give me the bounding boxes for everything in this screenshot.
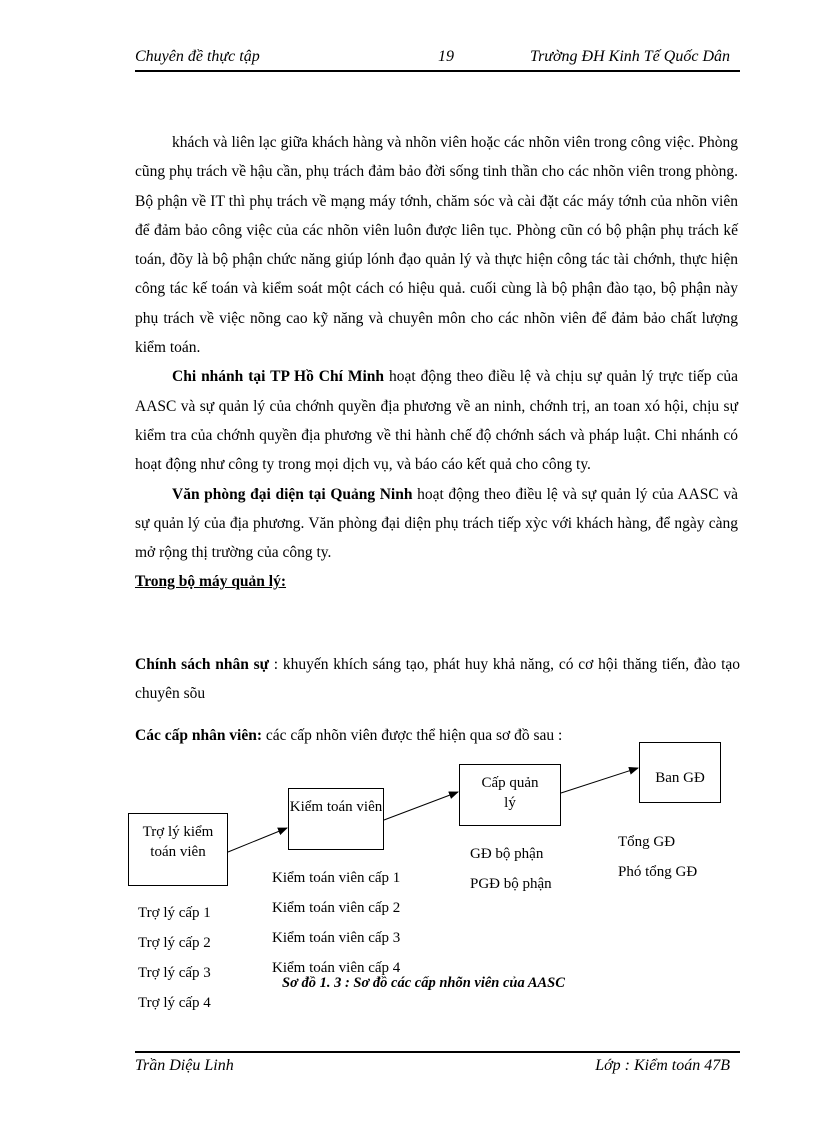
ktv-level-2: Kiểm toán viên cấp 2 (272, 900, 401, 916)
box-tro-ly-kiem-toan-vien: Trợ lý kiểm toán viên (128, 813, 228, 886)
tro-ly-level-4: Trợ lý cấp 4 (138, 995, 211, 1011)
box-ban-gd: Ban GĐ (639, 742, 721, 803)
header-right: Trường ĐH Kinh Tế Quốc Dân (530, 48, 730, 65)
tro-ly-level-3: Trợ lý cấp 3 (138, 965, 211, 981)
arrow-troly-to-ktv (228, 828, 287, 852)
footer-rule (135, 1051, 740, 1053)
header-left: Chuyên đề thực tập (135, 48, 260, 65)
page-number: 19 (438, 48, 454, 65)
policy-lead: Chính sách nhân sự (135, 656, 269, 673)
paragraph-1: khách và liên lạc giữa khách hàng và nhõn viên hoặc các nhõn viên trong công việc. Phòng cũng phụ trách về hậu cần, phụ trách đảm bảo đời sống tinh thần cho các nhõn viên trong phòng. Bộ phận về IT thì phụ trách về mạng máy tớnh, chăm sóc và cài đặt các máy tớnh của nhõn viên để đảm bảo công việc của các nhõn viên luôn được liên tục. Phòng cũn có bộ phận phụ trách kế toán, đõy là bộ phận chức năng giúp lónh đạo quản lý và thực hiện công tác tài chớnh, thực hiện công tác kế toán và kiểm soát một cách có hiệu quả. cuối cùng là bộ phận đào tạo, bộ phận này phụ trách về việc nõng cao kỹ năng và chuyên môn cho các nhõn viên để đảm bảo chất lượng kiểm toán. (135, 134, 738, 357)
levels-lead: Các cấp nhân viên: (135, 727, 263, 744)
policy-body: : khuyến khích sáng tạo, phát huy khả năng, có cơ hội thăng tiến, đào tạo chuyên sõu (135, 656, 741, 702)
paragraph-2-lead: Chi nhánh tại TP Hồ Chí Minh (172, 368, 385, 386)
arrow-ktv-to-quanly (384, 792, 458, 820)
paragraph-3-lead: Văn phòng đại diện tại Quảng Ninh (172, 485, 413, 503)
paragraph-3-body: hoạt động theo điều lệ và sự quản lý của AASC và sự quản lý của địa phương. Văn phòng đại diện phụ trách tiếp xỳc với khách hàng, để ngày càng mở rộng thị trường của công ty. (135, 485, 738, 562)
quan-ly-level-1: GĐ bộ phận (470, 846, 544, 862)
tro-ly-level-2: Trợ lý cấp 2 (138, 935, 211, 951)
paragraph-2-body: hoạt động theo điều lệ và chịu sự quản lý trực tiếp của AASC và sự quản lý của chớnh quyền địa phương về an ninh, chớnh trị, an toan xó hội, chịu sự kiểm tra của chớnh quyền địa phương về thi hành chế độ chớnh sách và pháp luật. Chi nhánh có hoạt động như công ty trong mọi dịch vụ, và báo cáo kết quả cho công ty. (135, 368, 738, 474)
box-cap-quan-ly: Cấp quản lý (459, 764, 561, 826)
quan-ly-level-2: PGĐ bộ phận (470, 876, 552, 892)
ban-gd-level-1: Tổng GĐ (618, 834, 676, 850)
tro-ly-level-1: Trợ lý cấp 1 (138, 905, 211, 921)
diagram-caption: Sơ đồ 1. 3 : Sơ đồ các cấp nhõn viên của AASC (282, 975, 565, 991)
section-heading: Trong bộ máy quản lý: (135, 573, 287, 591)
arrow-quanly-to-bangd (561, 768, 638, 793)
ktv-level-4: Kiểm toán viên cấp 4 (272, 960, 401, 976)
ban-gd-level-2: Phó tổng GĐ (618, 864, 698, 880)
ktv-level-3: Kiểm toán viên cấp 3 (272, 930, 401, 946)
footer-right: Lớp : Kiểm toán 47B (595, 1057, 730, 1074)
levels-body: các cấp nhõn viên được thể hiện qua sơ đồ sau : (262, 727, 563, 744)
box-kiem-toan-vien: Kiểm toán viên (288, 788, 384, 850)
ktv-level-1: Kiểm toán viên cấp 1 (272, 870, 401, 886)
footer-left: Trần Diệu Linh (135, 1057, 234, 1074)
